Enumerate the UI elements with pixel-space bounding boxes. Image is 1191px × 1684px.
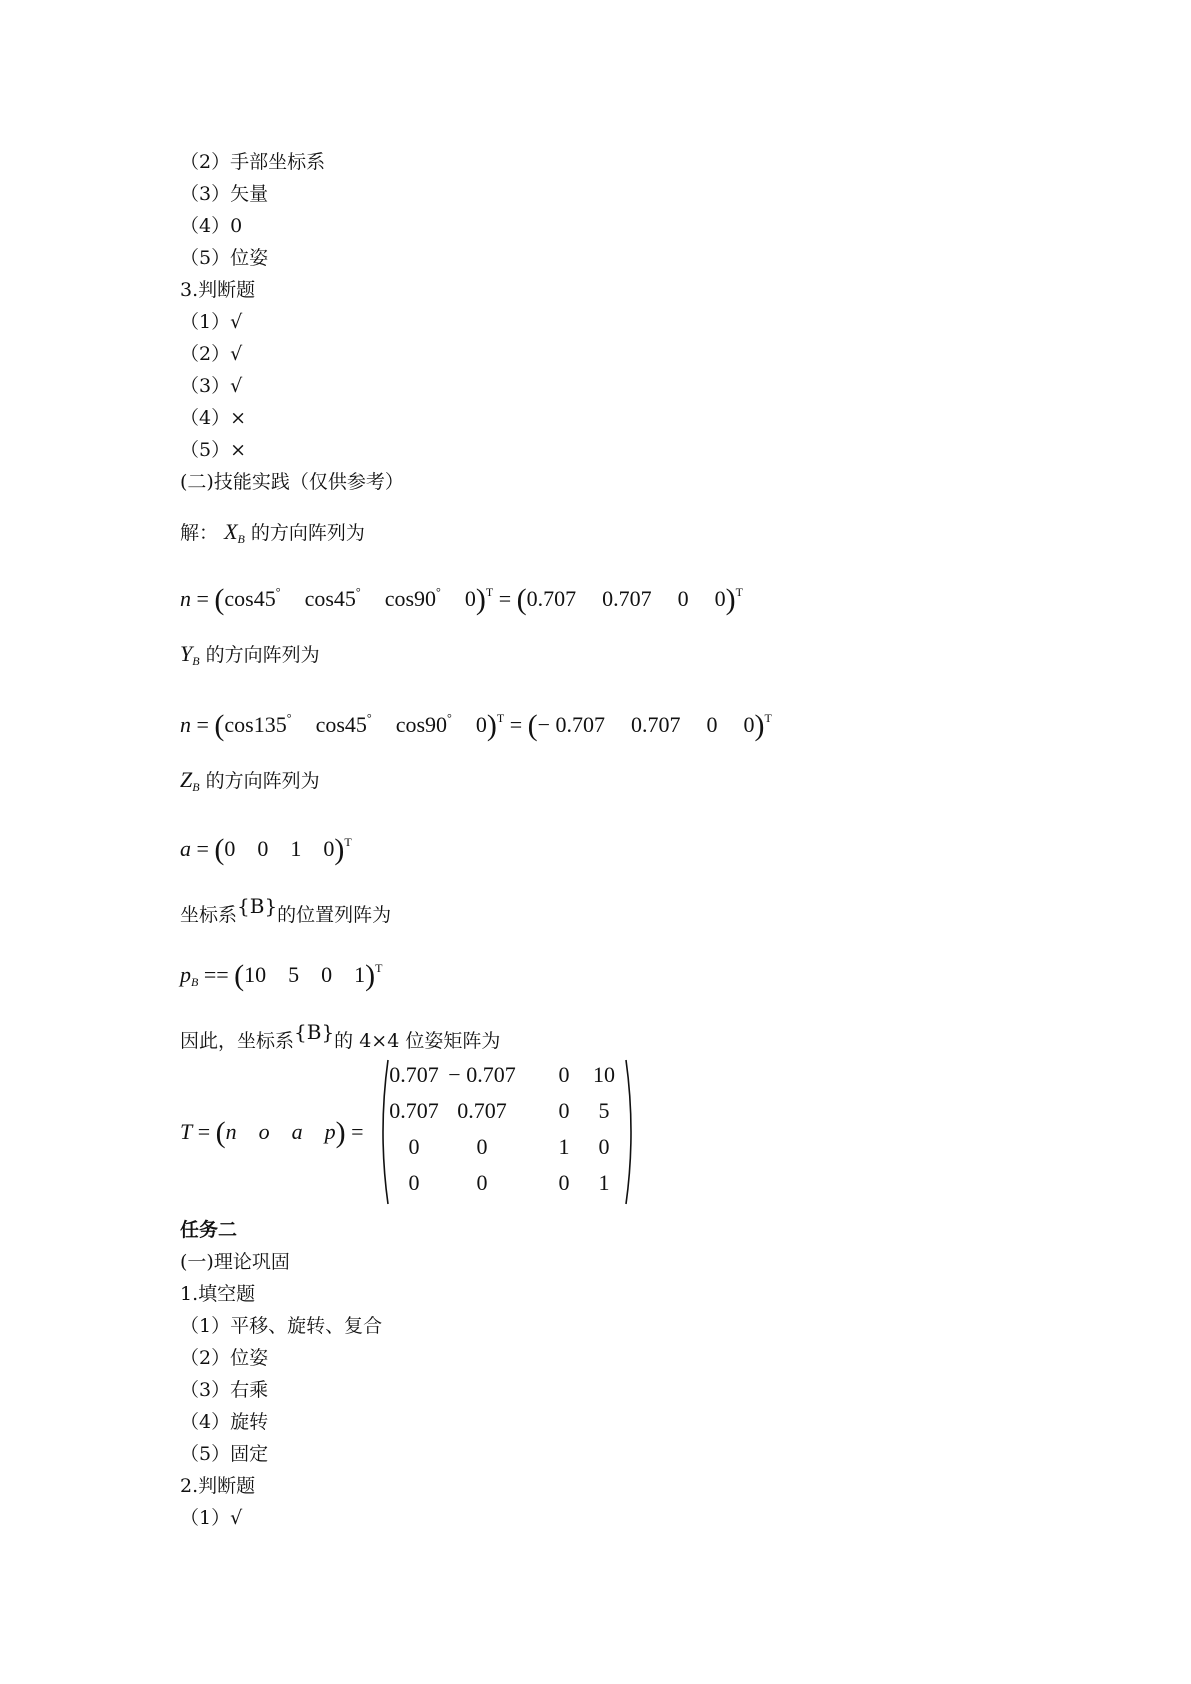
answer-line: （1）√ (180, 1507, 243, 1529)
matrix-cell: 10 (593, 1062, 615, 1087)
matrix-cell: 0 (558, 1098, 570, 1123)
matrix-cell: 0 (476, 1170, 488, 1195)
matrix-cell: − 0.707 (448, 1062, 516, 1087)
xb-direction-line: 解： $X_B$ 的方向阵列为 (180, 519, 365, 546)
section-title: 3.判断题 (180, 279, 256, 301)
answer-line: （5）固定 (180, 1443, 269, 1465)
matrix-cell: 0 (598, 1134, 610, 1159)
answer-line: （2）√ (180, 343, 243, 365)
zb-direction-line: $Z_B$ 的方向阵列为 (180, 767, 320, 794)
answer-line: （3）√ (180, 375, 243, 397)
answer-line: （4）旋转 (180, 1411, 269, 1433)
equation-transform-lhs: T = (n o a p) = (180, 1116, 364, 1149)
section-title: (二)技能实践（仅供参考） (180, 471, 404, 493)
answer-line: （2）位姿 (180, 1347, 269, 1369)
pose-matrix (378, 1058, 636, 1206)
matrix-cell: 1 (598, 1170, 610, 1195)
matrix-cell: 0 (476, 1134, 488, 1159)
matrix-cell: 0 (408, 1134, 420, 1159)
answer-line: （5）× (180, 439, 247, 461)
task2-heading: 任务二 (180, 1219, 238, 1241)
answer-line: （3）右乘 (180, 1379, 269, 1401)
answer-line: （1）平移、旋转、复合 (180, 1315, 383, 1337)
equation-yb: n = (cos135° cos45° cos90° 0)$^T$ = (− 0.707 0.707 0 0)$^T$ (180, 709, 772, 742)
answer-line: （3）矢量 (180, 183, 269, 205)
yb-direction-line: $Y_B$ 的方向阵列为 (180, 641, 320, 668)
matrix-cell: 5 (598, 1098, 610, 1123)
equation-xb: n = (cos45° cos45° cos90° 0)$^T$ = (0.707 0.707 0 0)$^T$ (180, 583, 743, 616)
answer-line: （5）位姿 (180, 247, 269, 269)
section-title: (一)理论巩固 (180, 1251, 290, 1273)
matrix-cell: 0.707 (389, 1098, 439, 1123)
matrix-cell: 0.707 (457, 1098, 507, 1123)
section-title: 1.填空题 (180, 1283, 256, 1305)
matrix-cell: 1 (558, 1134, 570, 1159)
position-line: 坐标系{B}的位置列阵为 (180, 894, 392, 926)
answer-line: （2）手部坐标系 (180, 151, 326, 173)
matrix-cell: 0 (558, 1170, 570, 1195)
final-line: 因此，坐标系{B}的 4×4 位姿矩阵为 (180, 1020, 501, 1052)
section-title: 2.判断题 (180, 1475, 256, 1497)
matrix-cell: 0.707 (389, 1062, 439, 1087)
answer-line: （4）0 (180, 215, 243, 237)
answer-line: （4）× (180, 407, 247, 429)
matrix-cell: 0 (558, 1062, 570, 1087)
matrix-cell: 0 (408, 1170, 420, 1195)
answer-line: （1）√ (180, 311, 243, 333)
equation-position: $p_B == (10$ 5 0 1)$^T$ (180, 959, 383, 992)
equation-zb: a = (0 0 1 0)$^T$ (180, 833, 352, 866)
